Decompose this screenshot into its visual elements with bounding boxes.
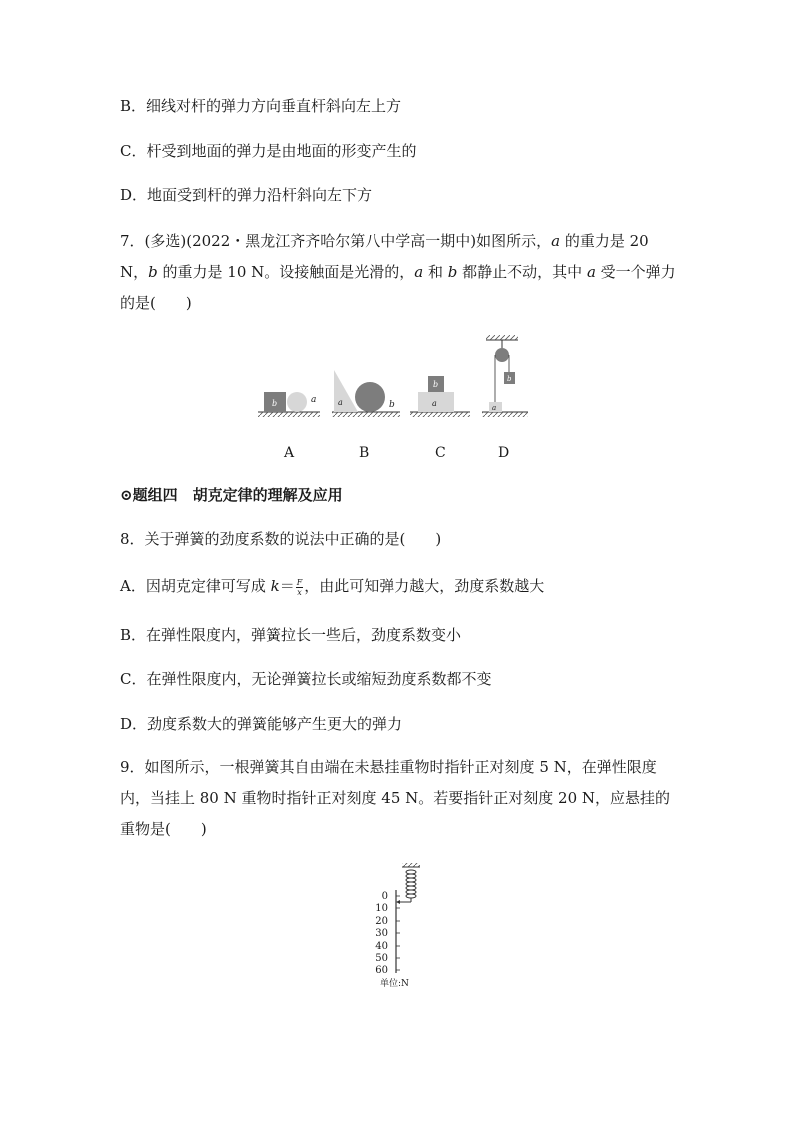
ball-b (355, 382, 385, 412)
figure-c-setup (410, 376, 470, 417)
figure-label-d: D (498, 445, 510, 461)
scale-tick-marks (396, 896, 400, 970)
tick-label: 40 (375, 941, 388, 952)
q9-stem: 9．如图所示，一根弹簧其自由端在未悬挂重物时指针正对刻度 5 N，在弹性限度内，当挂上 80 N 重物时指针正对刻度 45 N。若要指针正对刻度 20 N，应悬挂的重物是( ) (120, 758, 671, 838)
q6-option-d: D．地面受到杆的弹力沿杆斜向左下方 (120, 186, 373, 204)
figure-a-setup (258, 392, 320, 417)
q6-option-b: B．细线对杆的弹力方向垂直杆斜向左上方 (120, 97, 402, 115)
q8-option-c: C．在弹性限度内，无论弹簧拉长或缩短劲度系数都不变 (120, 670, 492, 688)
spring (406, 870, 416, 898)
svg-text:a: a (492, 404, 497, 412)
svg-text:b: b (433, 380, 439, 389)
pulley (495, 348, 509, 362)
svg-text:b: b (389, 400, 395, 410)
svg-text:b: b (272, 399, 278, 408)
group-header (120, 484, 343, 505)
group-marker-icon: ⊙ (120, 486, 133, 504)
tick-label: 0 (381, 891, 388, 902)
tick-label: 20 (375, 916, 388, 927)
q6-option-c: C．杆受到地面的弹力是由地面的形变产生的 (120, 142, 417, 160)
tick-label: 50 (375, 953, 388, 964)
q8-option-d: D．劲度系数大的弹簧能够产生更大的弹力 (120, 715, 403, 733)
q7-stem: 7．(多选)(2022・黑龙江齐齐哈尔第八中学高一期中)如图所示，a 的重力是 20 N，b 的重力是 10 N。设接触面是光滑的，a 和 b 都静止不动，其中 a 受一个弹力的是( ) (120, 232, 676, 312)
figure-label-b: B (359, 445, 370, 461)
q8-option-a: A．因胡克定律可写成 k＝ $\frac{F}{x}$ ，由此可知弹力越大，劲度系数越大 (120, 577, 545, 597)
figure-b-setup (332, 370, 400, 417)
figure-d-setup (482, 335, 528, 417)
fraction-f-over-x: $\frac{F}{x}$ (296, 577, 303, 597)
q7-figure (250, 330, 550, 465)
tick-label: 10 (375, 903, 388, 914)
tick-label: 30 (375, 928, 388, 939)
unit-label: 单位:N (380, 979, 409, 989)
q8-stem: 8．关于弹簧的劲度系数的说法中正确的是( ) (120, 530, 442, 548)
group-title: 题组四 胡克定律的理解及应用 (132, 486, 343, 504)
svg-text:b: b (507, 375, 512, 383)
tick-label: 60 (375, 965, 388, 976)
q9-spring-scale-figure (360, 860, 440, 990)
ball-a (287, 392, 307, 412)
svg-text:a: a (432, 399, 437, 408)
figure-label-c: C (435, 445, 446, 461)
svg-text:a: a (338, 398, 343, 407)
figure-label-a: A (284, 445, 295, 461)
svg-text:a: a (311, 395, 317, 405)
q8-option-b: B．在弹性限度内，弹簧拉长一些后，劲度系数变小 (120, 626, 462, 644)
